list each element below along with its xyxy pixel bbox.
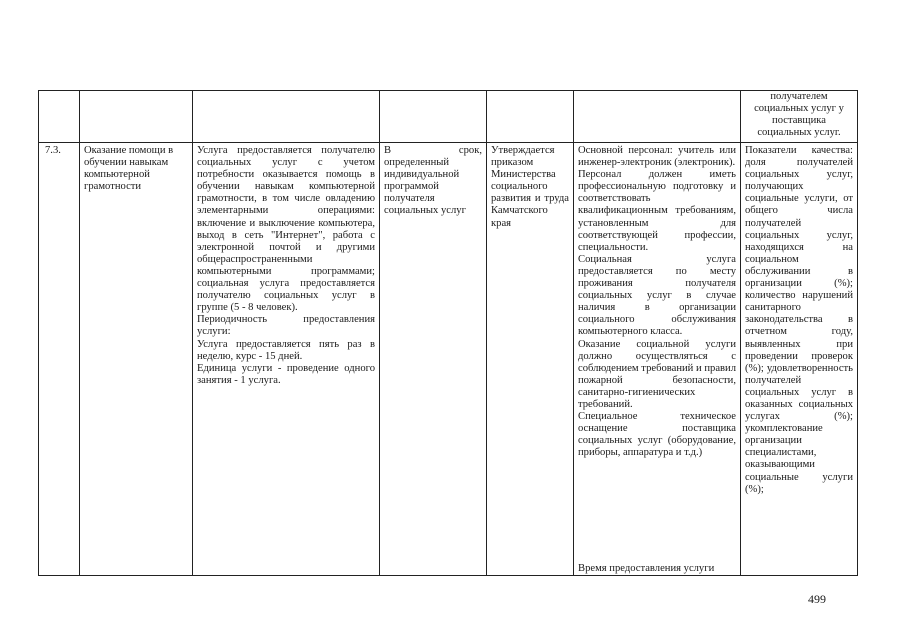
conditions-paragraph: Оказание социальной услуги должно осуществляться с соблюдением требований и правил пожарной безопасности, санитарно-гигиенических требований. bbox=[578, 338, 736, 410]
continuation-cell-description bbox=[193, 91, 380, 143]
conditions-paragraph: Специальное техническое оснащение поставщика социальных услуг (оборудование, приборы, аппаратура и т.д.) bbox=[578, 411, 736, 459]
service-number: 7.3. bbox=[39, 143, 80, 576]
service-description bbox=[193, 143, 380, 576]
service-name: Оказание помощи в обучении навыкам компьютерной грамотности bbox=[80, 143, 193, 576]
page-number: 499 bbox=[808, 592, 826, 606]
description-paragraph: Периодичность предоставления услуги: bbox=[197, 314, 375, 338]
conditions-paragraph: Социальная услуга предоставляется по месту проживания получателя социальных услуг в случае наличия в организации социального обслуживания компьютерного класса. bbox=[578, 253, 736, 338]
service-term: В срок, определенный индивидуальной программой получателя социальных услуг bbox=[380, 143, 487, 576]
service-indicators: Показатели качества: доля получателей социальных услуг, получающих социальные услуги, от общего числа получателей социальных услуг, находящихся на социальном обслуживании в организации (%); количество нарушений санитарного законодательства в отчетном году, выявленных при проведении проверок (%); удовлетворенность получателей социальных услуг в оказанных социальных услугах (%); укомплектование организации специалистами, оказывающими социальные услуги (%); bbox=[741, 143, 858, 576]
continuation-cell-term bbox=[380, 91, 487, 143]
description-paragraph: Услуга предоставляется получателю социальных услуг с учетом потребности оказывается помощь в обучении навыкам компьютерной грамотности, в том числе овладению элементарными операциями: включение и выключение компьютера, выход в сеть "Интернет", работа с электронной почтой и другими общераспространенными компьютерными программами; социальная услуга предоставляется получателю социальных услуг в группе (5 - 8 человек). bbox=[197, 145, 375, 314]
description-paragraph: Услуга предоставляется пять раз в неделю, курс - 15 дней. bbox=[197, 338, 375, 362]
conditions-paragraph: Основной персонал: учитель или инженер-электроник (электроник). bbox=[578, 145, 736, 169]
conditions-time-label: Время предоставления услуги bbox=[578, 562, 715, 574]
service-row bbox=[39, 143, 858, 576]
service-tariff: Утверждается приказом Министерства социального развития и труда Камчатского края bbox=[487, 143, 574, 576]
services-table bbox=[38, 90, 858, 576]
continuation-cell-tariff bbox=[487, 91, 574, 143]
continuation-row bbox=[39, 91, 858, 143]
continuation-cell-name bbox=[80, 91, 193, 143]
service-conditions bbox=[574, 143, 741, 576]
description-paragraph: Единица услуги - проведение одного занятия - 1 услуга. bbox=[197, 362, 375, 386]
continuation-cell-indicators: получателем социальных услуг у поставщика социальных услуг. bbox=[741, 91, 858, 143]
continuation-cell-conditions bbox=[574, 91, 741, 143]
continuation-cell-number bbox=[39, 91, 80, 143]
conditions-paragraph: Персонал должен иметь профессиональную подготовку и соответствовать квалификационным требованиям, установленным для соответствующей профессии, специальности. bbox=[578, 169, 736, 253]
